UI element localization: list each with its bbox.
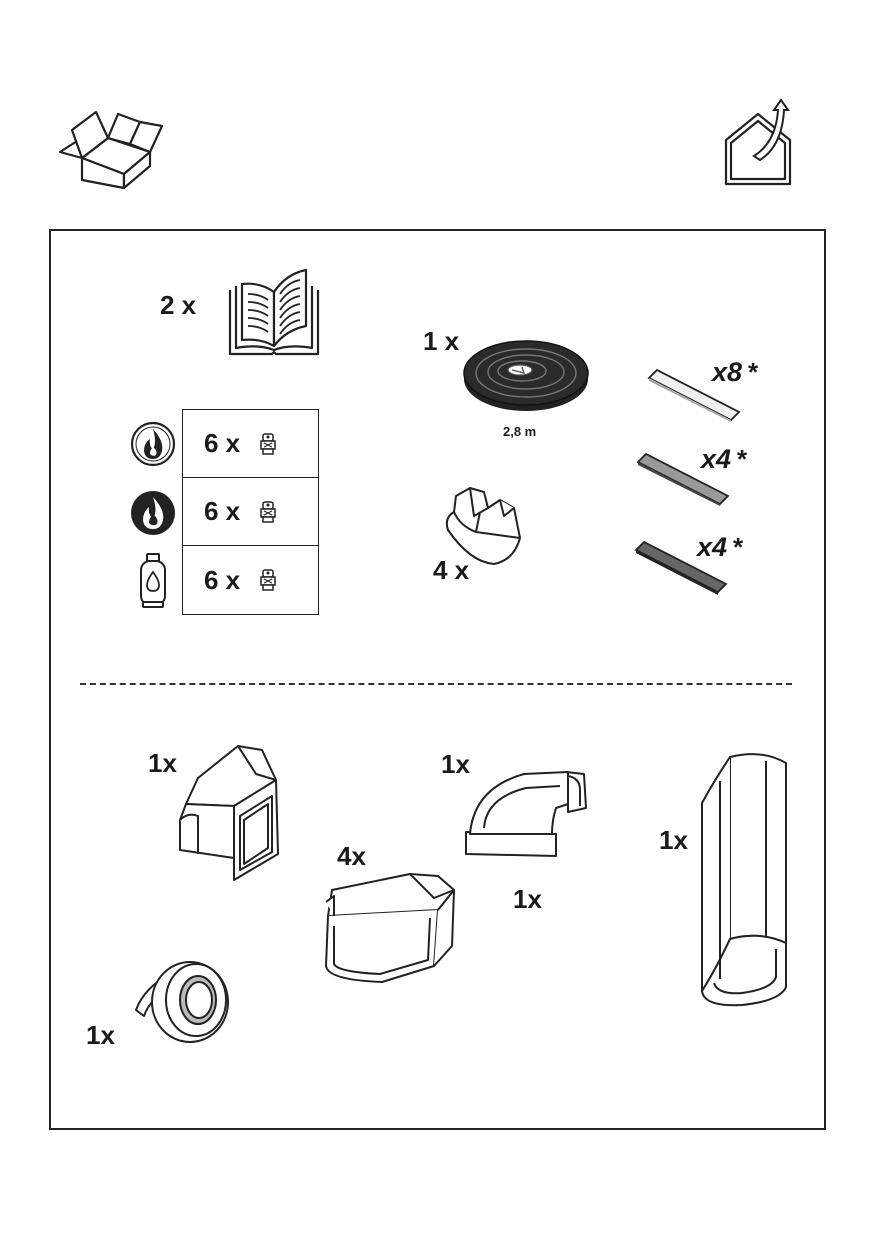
gas-bottle-icon bbox=[139, 552, 167, 608]
injector-quantity: 6 x bbox=[204, 428, 241, 458]
open-box-icon bbox=[58, 100, 163, 190]
duct-elbow-icon bbox=[464, 768, 592, 858]
injector-row-town-gas bbox=[183, 478, 318, 546]
tape-quantity: 1x bbox=[86, 1020, 115, 1050]
duct-pipe-icon bbox=[700, 751, 790, 1009]
connector-quantity: 4x bbox=[337, 841, 366, 871]
manual-quantity: 2 x bbox=[160, 290, 197, 320]
strip-3-quantity: x4 * bbox=[697, 532, 744, 562]
elbow-quantity: 1x bbox=[441, 749, 470, 779]
strip-1-quantity: x8 * bbox=[712, 357, 759, 387]
adapter-quantity: 1x bbox=[148, 748, 177, 778]
elbow-extra-quantity: 1x bbox=[513, 884, 542, 914]
gasket-quantity: 1 x bbox=[423, 326, 460, 356]
injector-quantity: 6 x bbox=[204, 496, 241, 526]
duct-connector-icon bbox=[322, 868, 456, 986]
pipe-quantity: 1x bbox=[659, 825, 688, 855]
mounting-clip-icon bbox=[440, 486, 528, 566]
gasket-length-label: 2,8 m bbox=[503, 424, 537, 439]
injector-nozzle-icon bbox=[260, 569, 276, 591]
flame-filled-icon bbox=[130, 490, 176, 536]
injector-nozzle-icon bbox=[260, 433, 276, 455]
adhesive-tape-roll-icon bbox=[134, 958, 230, 1048]
house-vent-exhaust-icon bbox=[724, 98, 794, 186]
gasket-roll-icon bbox=[462, 335, 590, 415]
injector-nozzle-icon bbox=[260, 501, 276, 523]
clip-quantity: 4 x bbox=[433, 555, 470, 585]
duct-adapter-icon bbox=[178, 744, 282, 880]
injector-row-natural-gas bbox=[183, 410, 318, 478]
strip-2-quantity: x4 * bbox=[701, 444, 748, 474]
injector-quantity: 6 x bbox=[204, 564, 241, 595]
flame-outline-icon bbox=[130, 421, 176, 467]
injector-row-lpg bbox=[183, 546, 318, 614]
injector-table bbox=[182, 409, 319, 615]
manual-book-icon bbox=[228, 268, 320, 358]
section-divider bbox=[80, 683, 792, 685]
